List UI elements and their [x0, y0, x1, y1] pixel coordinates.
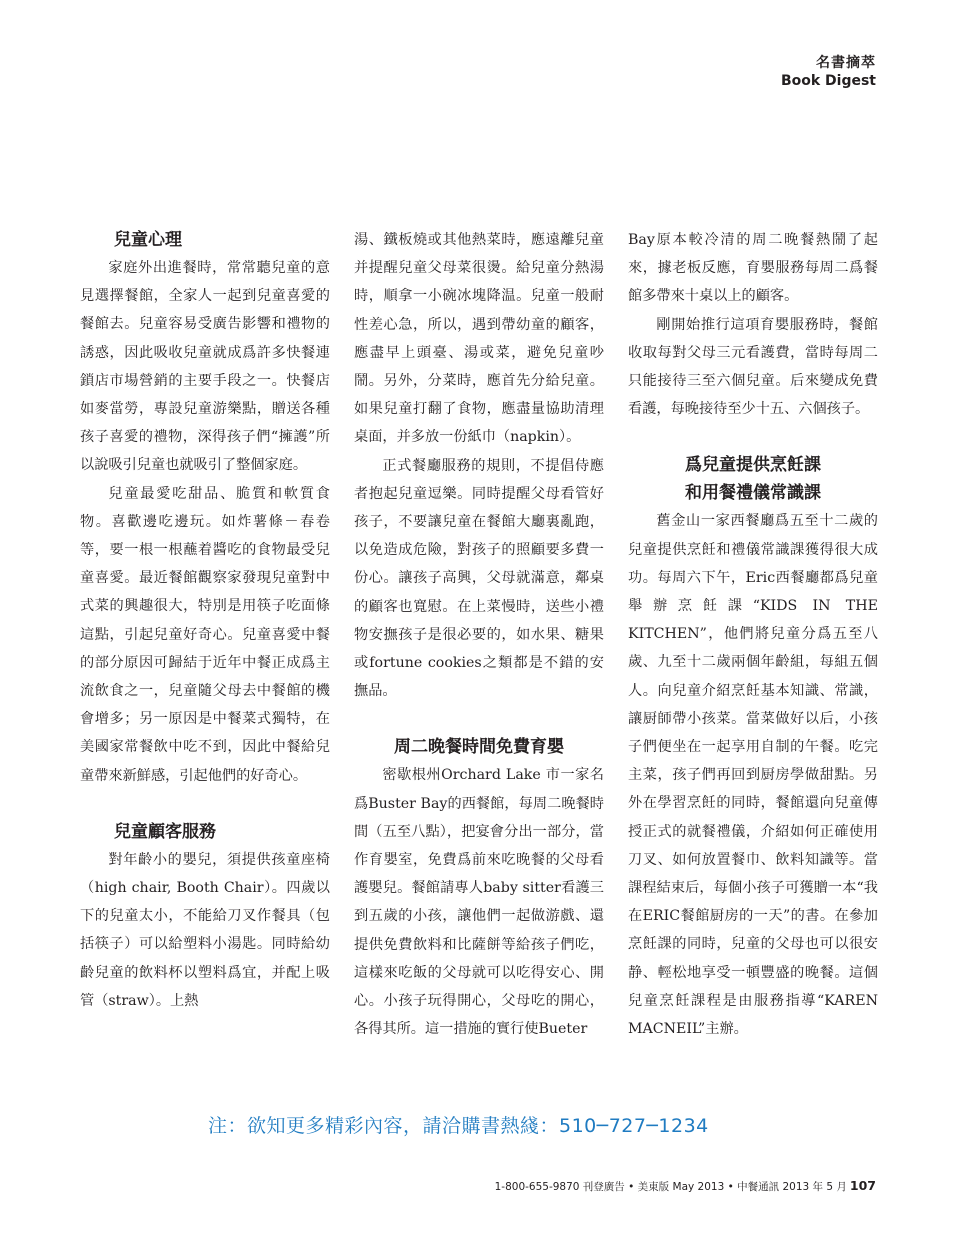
section-title-zh: 名書摘萃: [816, 55, 876, 71]
page-footer: [495, 1178, 876, 1194]
paragraph: Bay原本較冷清的周二晚餐熱鬧了起來，據老板反應，育嬰服務每周二爲餐館多帶來十桌以上的顧客。: [628, 232, 878, 305]
column-1: [80, 226, 330, 1015]
page-number: 107: [849, 1178, 876, 1193]
paragraph: 剛開始推行這項育嬰服務時，餐館收取每對父母三元看護費，當時每周二只能接待三至六個兒童。后來變成免費看護，每晚接待至少十五、六個孩子。: [628, 316, 878, 418]
paragraph: 家庭外出進餐時，常常聽兒童的意見選擇餐館，全家人一起到兒童喜愛的餐館去。兒童容易受廣告影響和禮物的誘惑，因此吸收兒童就成爲許多快餐連鎖店市場營銷的主要手段之一。快餐店如麥當勞，專設兒童游樂點，贈送各種孩子喜愛的禮物，深得孩子們“擁護”所以說吸引兒童也就吸引了整個家庭。: [80, 260, 330, 474]
paragraph: 正式餐廳服務的規則，不提倡侍應者抱起兒童逗樂。同時提醒父母看管好孩子，不要讓兒童在餐館大廳裏亂跑，以免造成危險，對孩子的照顧要多費一份心。讓孩子高興，父母就滿意，鄰桌的顧客也寬慰。在上菜慢時，送些小禮物安撫孩子是很必要的，如水果、糖果或fortune cookies之類都是不錯的安撫品。: [354, 457, 604, 700]
paragraph: 對年齡小的嬰兒，須提供孩童座椅（high chair, Booth Chair）。四歲以下的兒童太小，不能給刀叉作餐具（包括筷子）可以給塑料小湯匙。同時給幼齡兒童的飲料杯以塑料爲宜，并配上吸管（straw）。上熱: [80, 851, 330, 1009]
section-title-en: Book Digest: [780, 73, 876, 89]
paragraph: 湯、鐵板燒或其他熱菜時，應遠離兒童并提醒兒童父母菜很燙。給兒童分熱湯時，順拿一小碗冰塊降温。兒童一般耐性差心急，所以，遇到帶幼童的顧客，應盡早上頭臺、湯或菜，避免兒童吵鬧。另外，分菜時，應首先分給兒童。如果兒童打翻了食物，應盡量協助清理桌面，并多放一份紙巾（napkin）。: [354, 232, 604, 446]
heading-cooking-class-line1: 爲兒童提供烹飪課: [685, 455, 821, 476]
paragraph: 密歇根州Orchard Lake 市一家名爲Buster Bay的西餐館，每周二晚餐時間（五至八點），把宴會分出一部分，當作育嬰室，免費爲前來吃晚餐的父母看護嬰兒。餐館請專人baby sitter看護三到五歲的小孩，讓他們一起做游戲、還提供免費飲料和比薩餅等給孩子們吃，這樣來吃飯的父母就可以吃得安心、開心。小孩子玩得開心，父母吃的開心，各得其所。這一措施的實行使Bueter: [354, 767, 604, 1038]
column-2: [354, 226, 604, 1043]
purchase-note: 注：欲知更多精彩內容，請洽購書熱綫：510─727─1234: [208, 1115, 709, 1137]
heading-free-babysitting: 周二晚餐時間免費育嬰: [394, 737, 564, 758]
paragraph: 兒童最愛吃甜品、脆質和軟質食物。喜歡邊吃邊玩。如炸薯條－春卷等，要一根一根蘸着醬吃的食物最受兒童喜愛。最近餐館觀察家發現兒童對中式菜的興趣很大，特別是用筷子吃面條這點，引起兒童好奇心。兒童喜愛中餐的部分原因可歸結于近年中餐正成爲主流飲食之一，兒童隨父母去中餐館的機會增多；另一原因是中餐菜式獨特，在美國家常餐飲中吃不到，因此中餐給兒童帶來新鮮感，引起他們的好奇心。: [80, 485, 330, 784]
section-header: [781, 54, 876, 90]
column-3: [628, 226, 878, 1043]
heading-child-customer-service: 兒童顧客服務: [114, 821, 216, 842]
footer-info: 1-800-655-9870 刊登廣告 • 美東版 May 2013 • 中餐通訊 2013 年 5 月: [494, 1181, 847, 1193]
heading-child-psychology: 兒童心理: [114, 230, 182, 250]
paragraph: 舊金山一家西餐廳爲五至十二歲的兒童提供烹飪和禮儀常識課獲得很大成功。每周六下午，Eric西餐廳都爲兒童舉辦烹飪課“KIDS IN THE KITCHEN”，他們將兒童分爲五至八歲、九至十二歲兩個年齡組，每組五個人。向兒童介紹烹飪基本知識、常識，讓厨師帶小孩菜。當菜做好以后，小孩子們便坐在一起享用自制的午餐。吃完主菜，孩子們再回到厨房學做甜點。另外在學習烹飪的同時，餐館還向兒童傳授正式的就餐禮儀，介紹如何正確使用刀叉、如何放置餐巾、飲料知識等。當課程結束后，每個小孩子可獲贈一本“我在ERIC餐館厨房的一天”的書。在參加烹飪課的同時，兒童的父母也可以很安静、輕松地享受一頓豐盛的晚餐。這個兒童烹飪課程是由服務指導“KAREN MACNEIL”主辦。: [628, 513, 878, 1038]
heading-cooking-class-line2: 和用餐禮儀常識課: [685, 483, 821, 504]
